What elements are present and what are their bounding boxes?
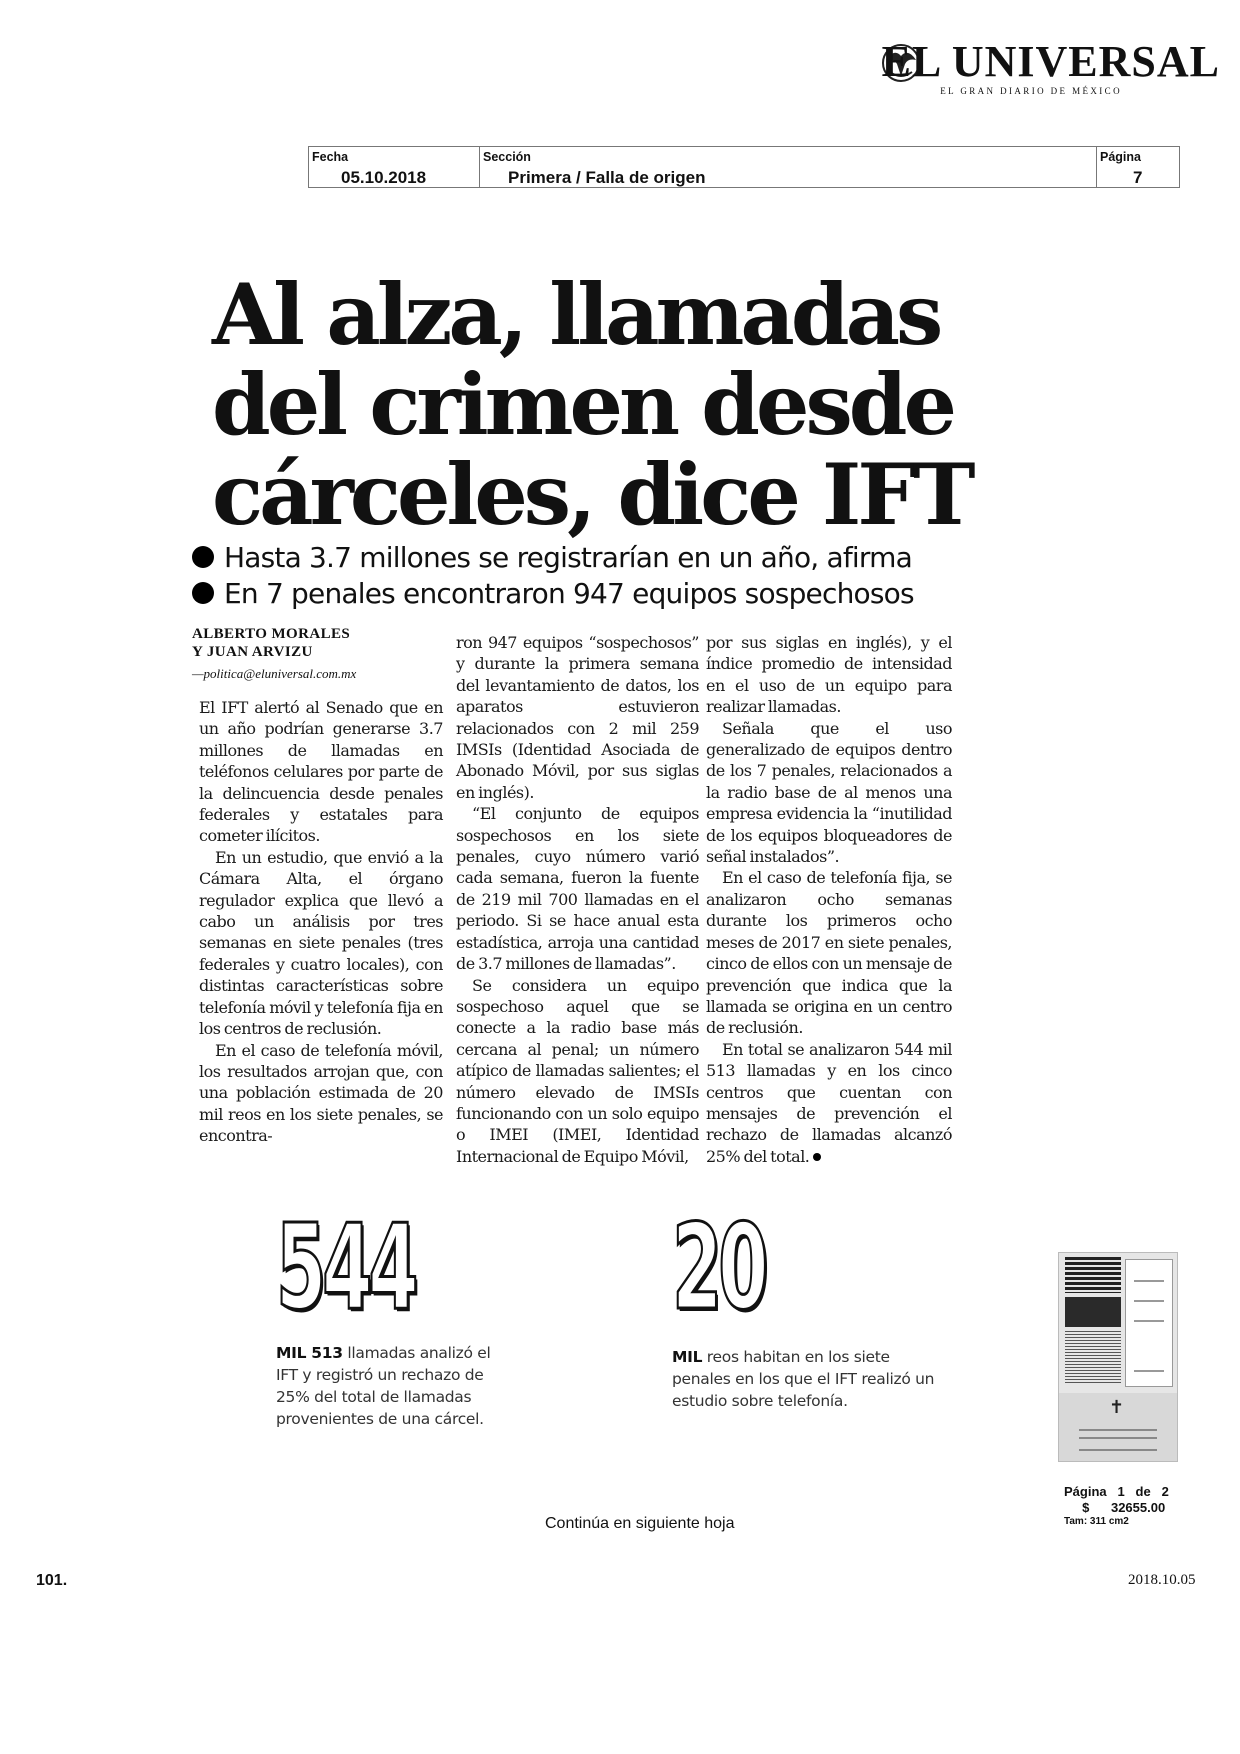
thumb-headline: [1065, 1257, 1121, 1293]
paragraph: El IFT alertó al Senado que en un año podrían generarse 3.7 millones de llamadas en teléfonos celulares por parte de la delincuencia desde penales federales y estatales para cometer ilícitos.: [199, 698, 443, 846]
seccion-cell: [480, 147, 1097, 187]
stat-lead: MIL: [672, 1348, 703, 1366]
end-mark-icon: [813, 1153, 821, 1161]
bullet-item: [192, 576, 992, 612]
fecha-label: Fecha: [312, 150, 349, 164]
page-info: [1064, 1484, 1184, 1528]
bullet-item: [192, 540, 992, 576]
page-de: de: [1135, 1484, 1151, 1499]
stat-caption: [276, 1342, 516, 1430]
headline-line: del crimen desde: [212, 355, 953, 454]
article-column-1: [199, 697, 443, 1147]
pagina-label: Página: [1100, 150, 1141, 164]
paragraph: En el caso de telefonía móvil, los resultados arrojan que, con una población estimada de 20 mil reos en los siete penales, se encontra-: [199, 1040, 443, 1146]
footer-date: 2018.10.05: [1128, 1572, 1196, 1588]
page-current: 1: [1117, 1484, 1125, 1499]
cost-value: [1064, 1500, 1184, 1516]
bullet-text: En 7 penales encontraron 947 equipos sospechosos: [224, 577, 914, 610]
thumb-obit-line: [1079, 1449, 1157, 1451]
page-total: 2: [1161, 1484, 1169, 1499]
stat-number: 544: [276, 1198, 415, 1336]
thumb-columns: [1065, 1331, 1121, 1385]
headline-line: cárceles, dice IFT: [212, 445, 972, 544]
paragraph: ron 947 equipos “sospechosos” y durante la primera semana del levantamiento de datos, los aparatos estuvieron relacionados con 2 mil 259 IMSIs (Identidad Asociada de Abonado Móvil, por sus siglas en inglés).: [456, 633, 699, 802]
thumb-ad-line: [1134, 1370, 1164, 1372]
thumb-ad: [1125, 1259, 1173, 1387]
headline-line: Al alza, llamadas: [212, 265, 940, 364]
masthead-subtitle: EL GRAN DIARIO DE MÉXICO: [940, 86, 1122, 96]
paragraph-final: [706, 1039, 952, 1167]
bullet-dot-icon: [192, 546, 214, 568]
thumb-obituary: [1059, 1393, 1177, 1461]
paragraph: Señala que el uso generalizado de equipos dentro de los 7 penales, relacionados a la radio base de al menos una empresa evidencia la “inutilidad de los equipos bloqueadores de señal instalados”.: [706, 718, 952, 867]
paragraph: por sus siglas en inglés), y el índice promedio de intensidad en el uso de un equipo para realizar llamadas.: [706, 633, 952, 717]
masthead-title: EL UNIVERSAL: [881, 37, 1220, 86]
clipping-number: 101.: [36, 1572, 68, 1589]
clipping-info-box: [308, 146, 1180, 188]
thumb-image: [1065, 1297, 1121, 1327]
author-email: —politica@eluniversal.com.mx: [192, 666, 357, 681]
cross-icon: ✝: [1109, 1397, 1125, 1418]
page-label: Página: [1064, 1484, 1107, 1499]
bullet-text: Hasta 3.7 millones se registrarían en un año, afirma: [224, 541, 912, 574]
currency-symbol: $: [1082, 1500, 1090, 1515]
bullet-dot-icon: [192, 582, 214, 604]
article-headline: [212, 265, 972, 544]
seccion-label: Sección: [483, 150, 531, 164]
pagina-value: 7: [1133, 168, 1143, 187]
thumb-ad-line: [1134, 1300, 1164, 1302]
stat-text: reos habitan en los siete penales en los que el IFT realizó un estudio sobre telefonía.: [672, 1348, 935, 1410]
article-column-2: [456, 632, 699, 1167]
paragraph: Se considera un equipo sospechoso aquel que se conecte a la radio base más cercana al penal; un número atípico de llamadas salientes; el número elevado de IMSIs funcionando con un solo equipo o IMEI (IMEI, Identidad Internacional de Equipo Móvil,: [456, 975, 699, 1166]
stat-text: llamadas analizó el IFT y registró un rechazo de 25% del total de llamadas provenientes de una cárcel.: [276, 1344, 491, 1428]
author-name: Y JUAN ARVIZU: [192, 644, 313, 660]
author-name: ALBERTO MORALES: [192, 626, 351, 642]
article-column-3: [706, 632, 952, 1167]
continued-note: Continúa en siguiente hoja: [545, 1515, 735, 1532]
paragraph: “El conjunto de equipos sospechosos en los siete penales, cuyo número varió cada semana, fueron la fuente de 219 mil 700 llamadas en el periodo. Si se hace anual esta estadística, arroja una cantidad de 3.7 millones de llamadas”.: [456, 804, 699, 974]
page-thumbnail: [1058, 1252, 1178, 1462]
size-value: Tam: 311 cm2: [1064, 1516, 1129, 1527]
stat-number: 20: [672, 1198, 765, 1336]
paragraph: En un estudio, que envió a la Cámara Alta, el órgano regulador explica que llevó a cabo un análisis por tres semanas en siete penales (tres federales y cuatro locales), con distintas características sobre telefonía móvil y telefonía fija en los centros de reclusión.: [199, 847, 443, 1039]
fecha-cell: [309, 147, 480, 187]
thumb-obit-line: [1079, 1429, 1157, 1431]
masthead: [860, 36, 1220, 98]
paragraph-text: En total se analizaron 544 mil 513 llamadas y en los cinco centros que cuentan con mensajes de prevención el rechazo de llamadas alcanzó 25% del total.: [706, 1039, 952, 1166]
byline: [192, 625, 422, 684]
cost-amount: 32655.00: [1110, 1500, 1166, 1515]
thumb-ad-line: [1134, 1320, 1164, 1322]
pagina-cell: [1097, 147, 1179, 187]
seccion-value: Primera / Falla de origen: [508, 168, 706, 187]
page-count: [1064, 1484, 1184, 1500]
paragraph: En el caso de telefonía fija, se analizaron ocho semanas durante los primeros ocho meses de 2017 en siete penales, cinco de ellos con un mensaje de prevención que indica que la llamada se origina en un centro de reclusión.: [706, 868, 952, 1038]
thumb-ad-line: [1134, 1280, 1164, 1282]
fecha-value: 05.10.2018: [341, 168, 427, 187]
stat-lead: MIL 513: [276, 1344, 343, 1362]
thumb-obit-line: [1079, 1437, 1157, 1439]
headline-bullets: [192, 540, 992, 612]
stat-caption: [672, 1346, 942, 1412]
